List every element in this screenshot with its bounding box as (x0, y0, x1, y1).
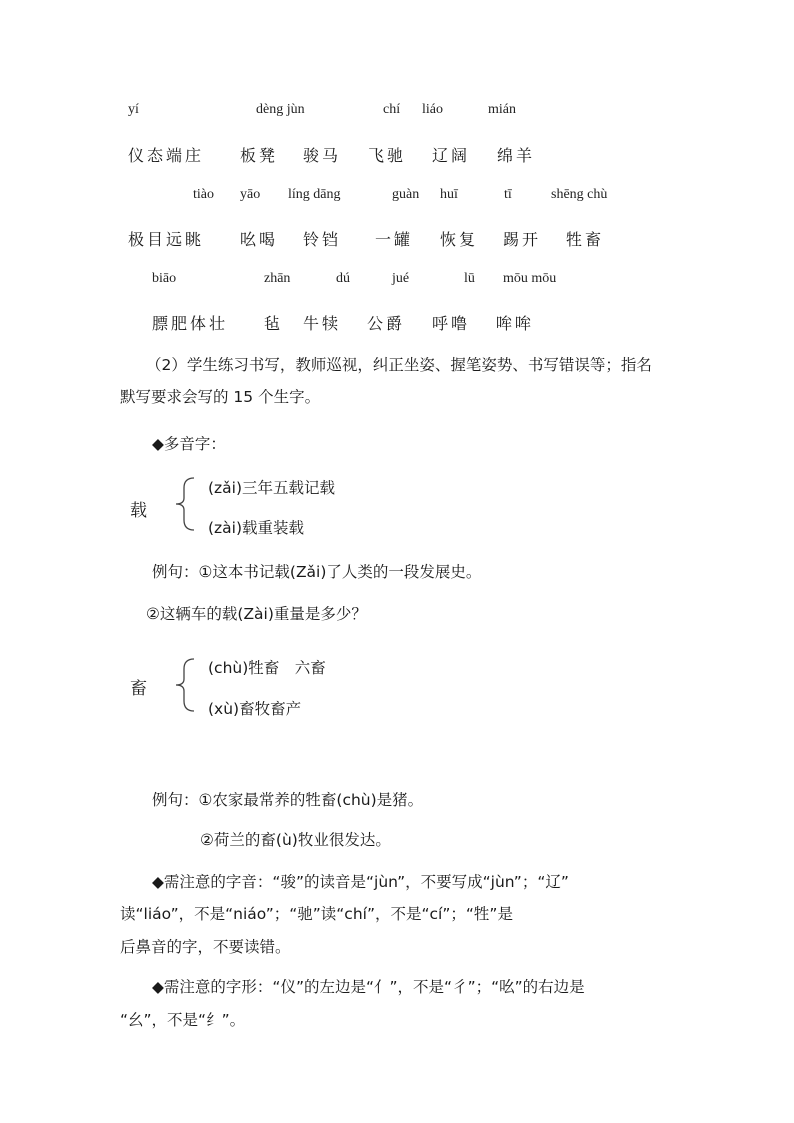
pinyin-du: dú (336, 271, 350, 286)
word-yitaiduanzhuang: 仪态端庄 (128, 146, 205, 165)
word-zhan: 毡 (264, 314, 284, 333)
word-huifu: 恢复 (440, 230, 479, 249)
shape-note-line-1: ◆需注意的字形：“仪”的左边是“亻”，不是“彳”；“吆”的右边是 (152, 978, 585, 996)
pinyin-deng-jun: dèng jùn (256, 102, 305, 117)
pinyin-mou-mou: mōu mōu (503, 271, 557, 286)
pinyin-zhan: zhān (264, 271, 291, 286)
word-mianyang: 绵羊 (497, 146, 536, 165)
chu-reading-1: (chù)牲畜 六畜 (208, 659, 326, 677)
pinyin-biao: biāo (152, 271, 177, 286)
word-feichi: 飞驰 (368, 146, 407, 165)
pinyin-jue: jué (392, 271, 410, 286)
pinyin-mian: mián (488, 102, 516, 117)
practice-line-1: （2）学生练习书写，教师巡视，纠正坐姿、握笔姿势、书写错误等；指名 (146, 356, 652, 374)
word-shengchu: 牲畜 (566, 230, 605, 249)
word-jimuyuantiao: 极目远眺 (128, 230, 205, 249)
word-junma: 骏马 (303, 146, 342, 165)
pronunciation-note-line-3: 后鼻音的字，不要读错。 (120, 938, 291, 956)
zai-reading-2: (zài)载重装载 (208, 519, 305, 537)
word-liaokuo: 辽阔 (432, 146, 471, 165)
word-hulu: 呼噜 (432, 314, 471, 333)
brace-icon (172, 474, 198, 534)
chu-reading-2: (xù)畜牧畜产 (208, 700, 302, 718)
chu-example-1: 例句：①农家最常养的牲畜(chù)是猪。 (152, 791, 424, 809)
char-zai: 载 (130, 501, 150, 521)
pinyin-lu: lū (464, 271, 475, 286)
pinyin-chi: chí (383, 102, 401, 117)
pinyin-yao: yāo (240, 187, 261, 202)
zai-reading-1: (zǎi)三年五载记载 (208, 479, 336, 497)
polyphonic-heading: ◆多音字： (152, 435, 226, 453)
chu-example-2: ②荷兰的畜(ù)牧业很发达。 (200, 831, 391, 849)
word-moumou: 哞哞 (496, 314, 535, 333)
word-bandeng: 板凳 (240, 146, 279, 165)
pinyin-liao: liáo (422, 102, 443, 117)
pinyin-ling-dang: líng dāng (288, 187, 341, 202)
word-niudu: 牛犊 (303, 314, 342, 333)
pinyin-hui: huī (440, 187, 458, 202)
shape-note-line-2: “幺”，不是“纟”。 (120, 1011, 246, 1029)
zai-example-2: ②这辆车的载(Zài)重量是多少？ (146, 605, 367, 623)
pronunciation-note-line-1: ◆需注意的字音：“骏”的读音是“jùn”，不要写成“jùn”；“辽” (152, 873, 569, 891)
word-lingdang: 铃铛 (303, 230, 342, 249)
pinyin-guan: guàn (392, 187, 420, 202)
word-yiguan: 一罐 (375, 230, 414, 249)
word-biaofeitizhuang: 膘肥体壮 (152, 314, 229, 333)
pinyin-tiao: tiào (193, 187, 214, 202)
word-yaohe: 吆喝 (240, 230, 279, 249)
pinyin-yi: yí (128, 102, 139, 117)
zai-example-1: 例句：①这本书记载(Zǎi)了人类的一段发展史。 (152, 563, 482, 581)
word-gongjue: 公爵 (367, 314, 406, 333)
pronunciation-note-line-2: 读“liáo”，不是“niáo”；“驰”读“chí”，不是“cí”；“牲”是 (120, 905, 513, 923)
practice-line-2: 默写要求会写的 15 个生字。 (120, 388, 321, 406)
word-tikai: 踢开 (503, 230, 542, 249)
char-chu: 畜 (130, 679, 150, 699)
pinyin-sheng-chu: shēng chù (551, 187, 608, 202)
pinyin-ti: tī (504, 187, 512, 202)
brace-icon (172, 655, 198, 715)
